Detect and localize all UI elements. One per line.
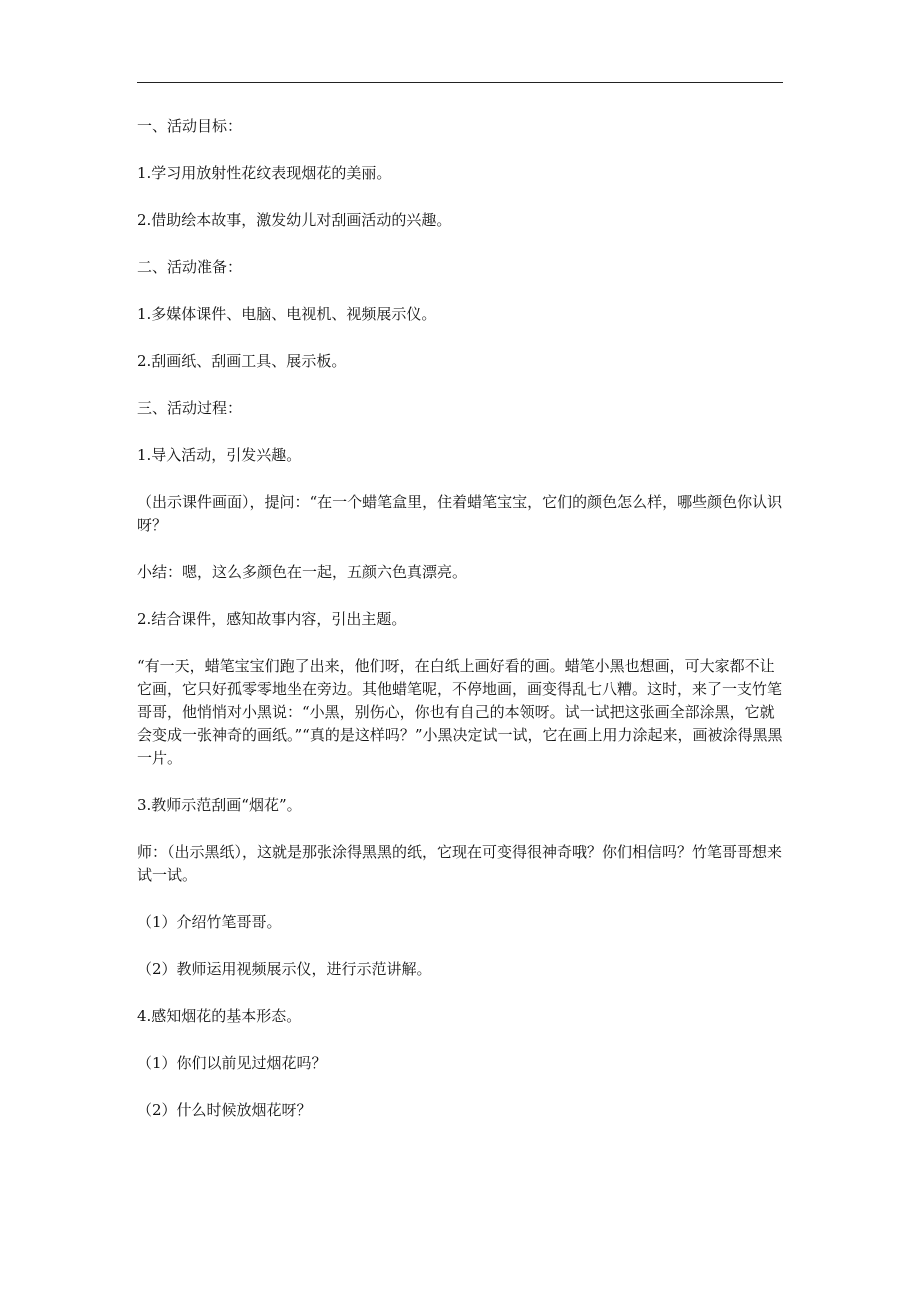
goal-item-2: 2.借助绘本故事，激发幼儿对刮画活动的兴趣。 — [137, 211, 452, 229]
section-heading-goals: 一、活动目标： — [137, 117, 243, 135]
process-step-4-sub-1: （1）你们以前见过烟花吗？ — [137, 1054, 327, 1072]
process-step-3-sub-1: （1）介绍竹笔哥哥。 — [137, 913, 282, 931]
header-rule — [137, 82, 783, 83]
process-step-2: 2.结合课件，感知故事内容，引出主题。 — [137, 610, 407, 628]
process-step-4-sub-2: （2）什么时候放烟花呀？ — [137, 1101, 312, 1119]
process-step-1-question: （出示课件画面），提问：“在一个蜡笔盒里，住着蜡笔宝宝，它们的颜色怎么样，哪些颜色你认识呀？ — [137, 493, 783, 534]
process-step-3-teacher: 师：（出示黑纸），这就是那张涂得黑黑的纸，它现在可变得很神奇哦？你们相信吗？竹笔哥哥想来试一试。 — [137, 843, 783, 884]
section-heading-preparation: 二、活动准备： — [137, 258, 243, 276]
process-step-4: 4.感知烟花的基本形态。 — [137, 1007, 302, 1025]
process-step-2-story: “有一天，蜡笔宝宝们跑了出来，他们呀，在白纸上画好看的画。蜡笔小黑也想画，可大家都不让它画，它只好孤零零地坐在旁边。其他蜡笔呢，不停地画，画变得乱七八糟。这时，来了一支竹笔哥哥，他悄悄对小黑说：“小黑，别伤心，你也有自己的本领呀。试一试把这张画全部涂黑，它就会变成一张神奇的画纸。”“真的是这样吗？”小黑决定试一试，它在画上用力涂起来，画被涂得黑黑一片。 — [137, 657, 783, 767]
document-body — [137, 115, 787, 1146]
process-step-1-summary: 小结：嗯，这么多颜色在一起，五颜六色真漂亮。 — [137, 563, 468, 581]
section-heading-process: 三、活动过程： — [137, 399, 243, 417]
process-step-1: 1.导入活动，引发兴趣。 — [137, 446, 302, 464]
preparation-item-2: 2.刮画纸、刮画工具、展示板。 — [137, 352, 347, 370]
process-step-3: 3.教师示范刮画“烟花”。 — [137, 796, 302, 814]
process-step-3-sub-2: （2）教师运用视频展示仪，进行示范讲解。 — [137, 960, 432, 978]
goal-item-1: 1.学习用放射性花纹表现烟花的美丽。 — [137, 164, 392, 182]
preparation-item-1: 1.多媒体课件、电脑、电视机、视频展示仪。 — [137, 305, 437, 323]
